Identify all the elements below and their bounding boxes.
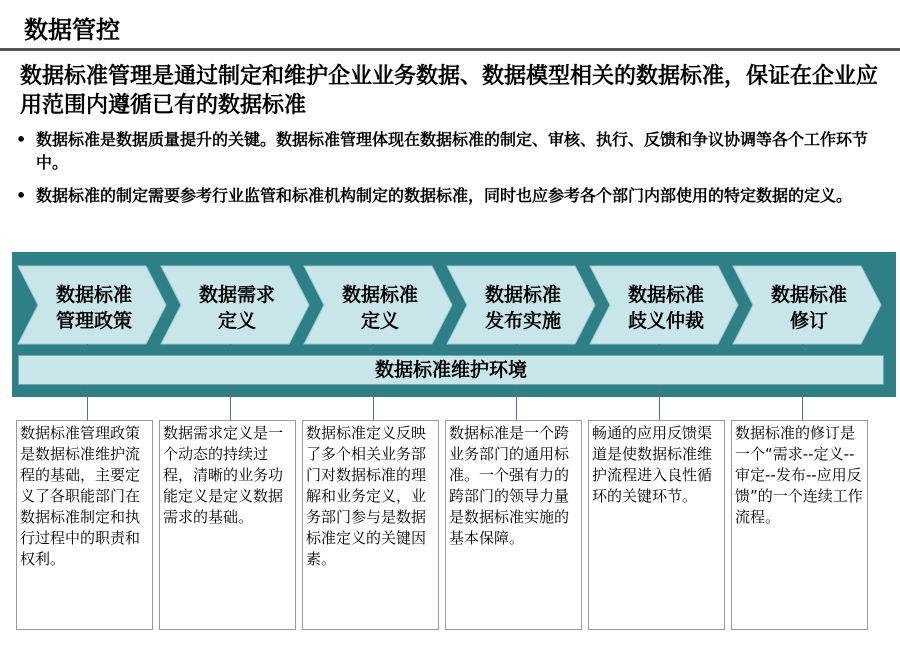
description-release: 数据标准是一个跨业务部门的通用标准。一个强有力的跨部门的领导力量是数据标准实施的基本保障。 bbox=[445, 420, 582, 630]
connector-line bbox=[230, 385, 231, 420]
stage-label-release: 数据标准 发布实施 bbox=[484, 284, 561, 332]
connector-line bbox=[373, 344, 374, 355]
connector-line bbox=[87, 385, 88, 420]
stage-label-definition: 数据标准 定义 bbox=[341, 284, 418, 332]
bullet-text: 数据标准的制定需要参考行业监管和标准机构制定的数据标准，同时也应参考各个部门内部使用的特定数据的定义。 bbox=[36, 186, 853, 205]
bullet-dot-icon: • bbox=[16, 130, 27, 149]
connector-line bbox=[516, 344, 517, 355]
stage-label-arbitration: 数据标准 歧义仲裁 bbox=[627, 284, 704, 332]
description-requirement: 数据需求定义是一个动态的持续过程，清晰的业务功能定义是定义数据需求的基础。 bbox=[159, 420, 296, 630]
connector-line bbox=[659, 344, 660, 355]
stage-label-revision: 数据标准 修订 bbox=[770, 284, 847, 332]
description-definition: 数据标准定义反映了多个相关业务部门对数据标准的理解和业务定义，业务部门参与是数据标准定义的关键因素。 bbox=[302, 420, 439, 630]
connector-line bbox=[373, 385, 374, 420]
connector-line bbox=[659, 385, 660, 420]
connector-line bbox=[516, 385, 517, 420]
connector-line bbox=[802, 385, 803, 420]
description-policy: 数据标准管理政策是数据标准维护流程的基础，主要定义了各职能部门在数据标准制定和执行过程中的职责和权利。 bbox=[16, 420, 153, 630]
connector-line bbox=[87, 344, 88, 355]
connector-line bbox=[230, 344, 231, 355]
page-title: 数据管控 bbox=[24, 16, 120, 44]
stage-label-policy: 数据标准 管理政策 bbox=[55, 284, 132, 332]
maintenance-environment-bar: 数据标准维护环境 bbox=[18, 355, 884, 385]
stage-label-requirement: 数据需求 定义 bbox=[198, 284, 275, 332]
bullet-text: 数据标准是数据质量提升的关键。数据标准管理体现在数据标准的制定、审核、执行、反馈和争议协调等各个工作环节中。 bbox=[36, 130, 869, 172]
description-arbitration: 畅通的应用反馈渠道是使数据标准维护流程进入良性循环的关键环节。 bbox=[588, 420, 725, 630]
description-revision: 数据标准的修订是一个“需求--定义--审定--发布--应用反馈”的一个连续工作流程。 bbox=[731, 420, 868, 630]
bullet-dot-icon: • bbox=[16, 186, 27, 205]
subtitle: 数据标准管理是通过制定和维护企业业务数据、数据模型相关的数据标准，保证在企业应用范围内遵循已有的数据标准 bbox=[20, 64, 879, 118]
connector-line bbox=[802, 344, 803, 355]
